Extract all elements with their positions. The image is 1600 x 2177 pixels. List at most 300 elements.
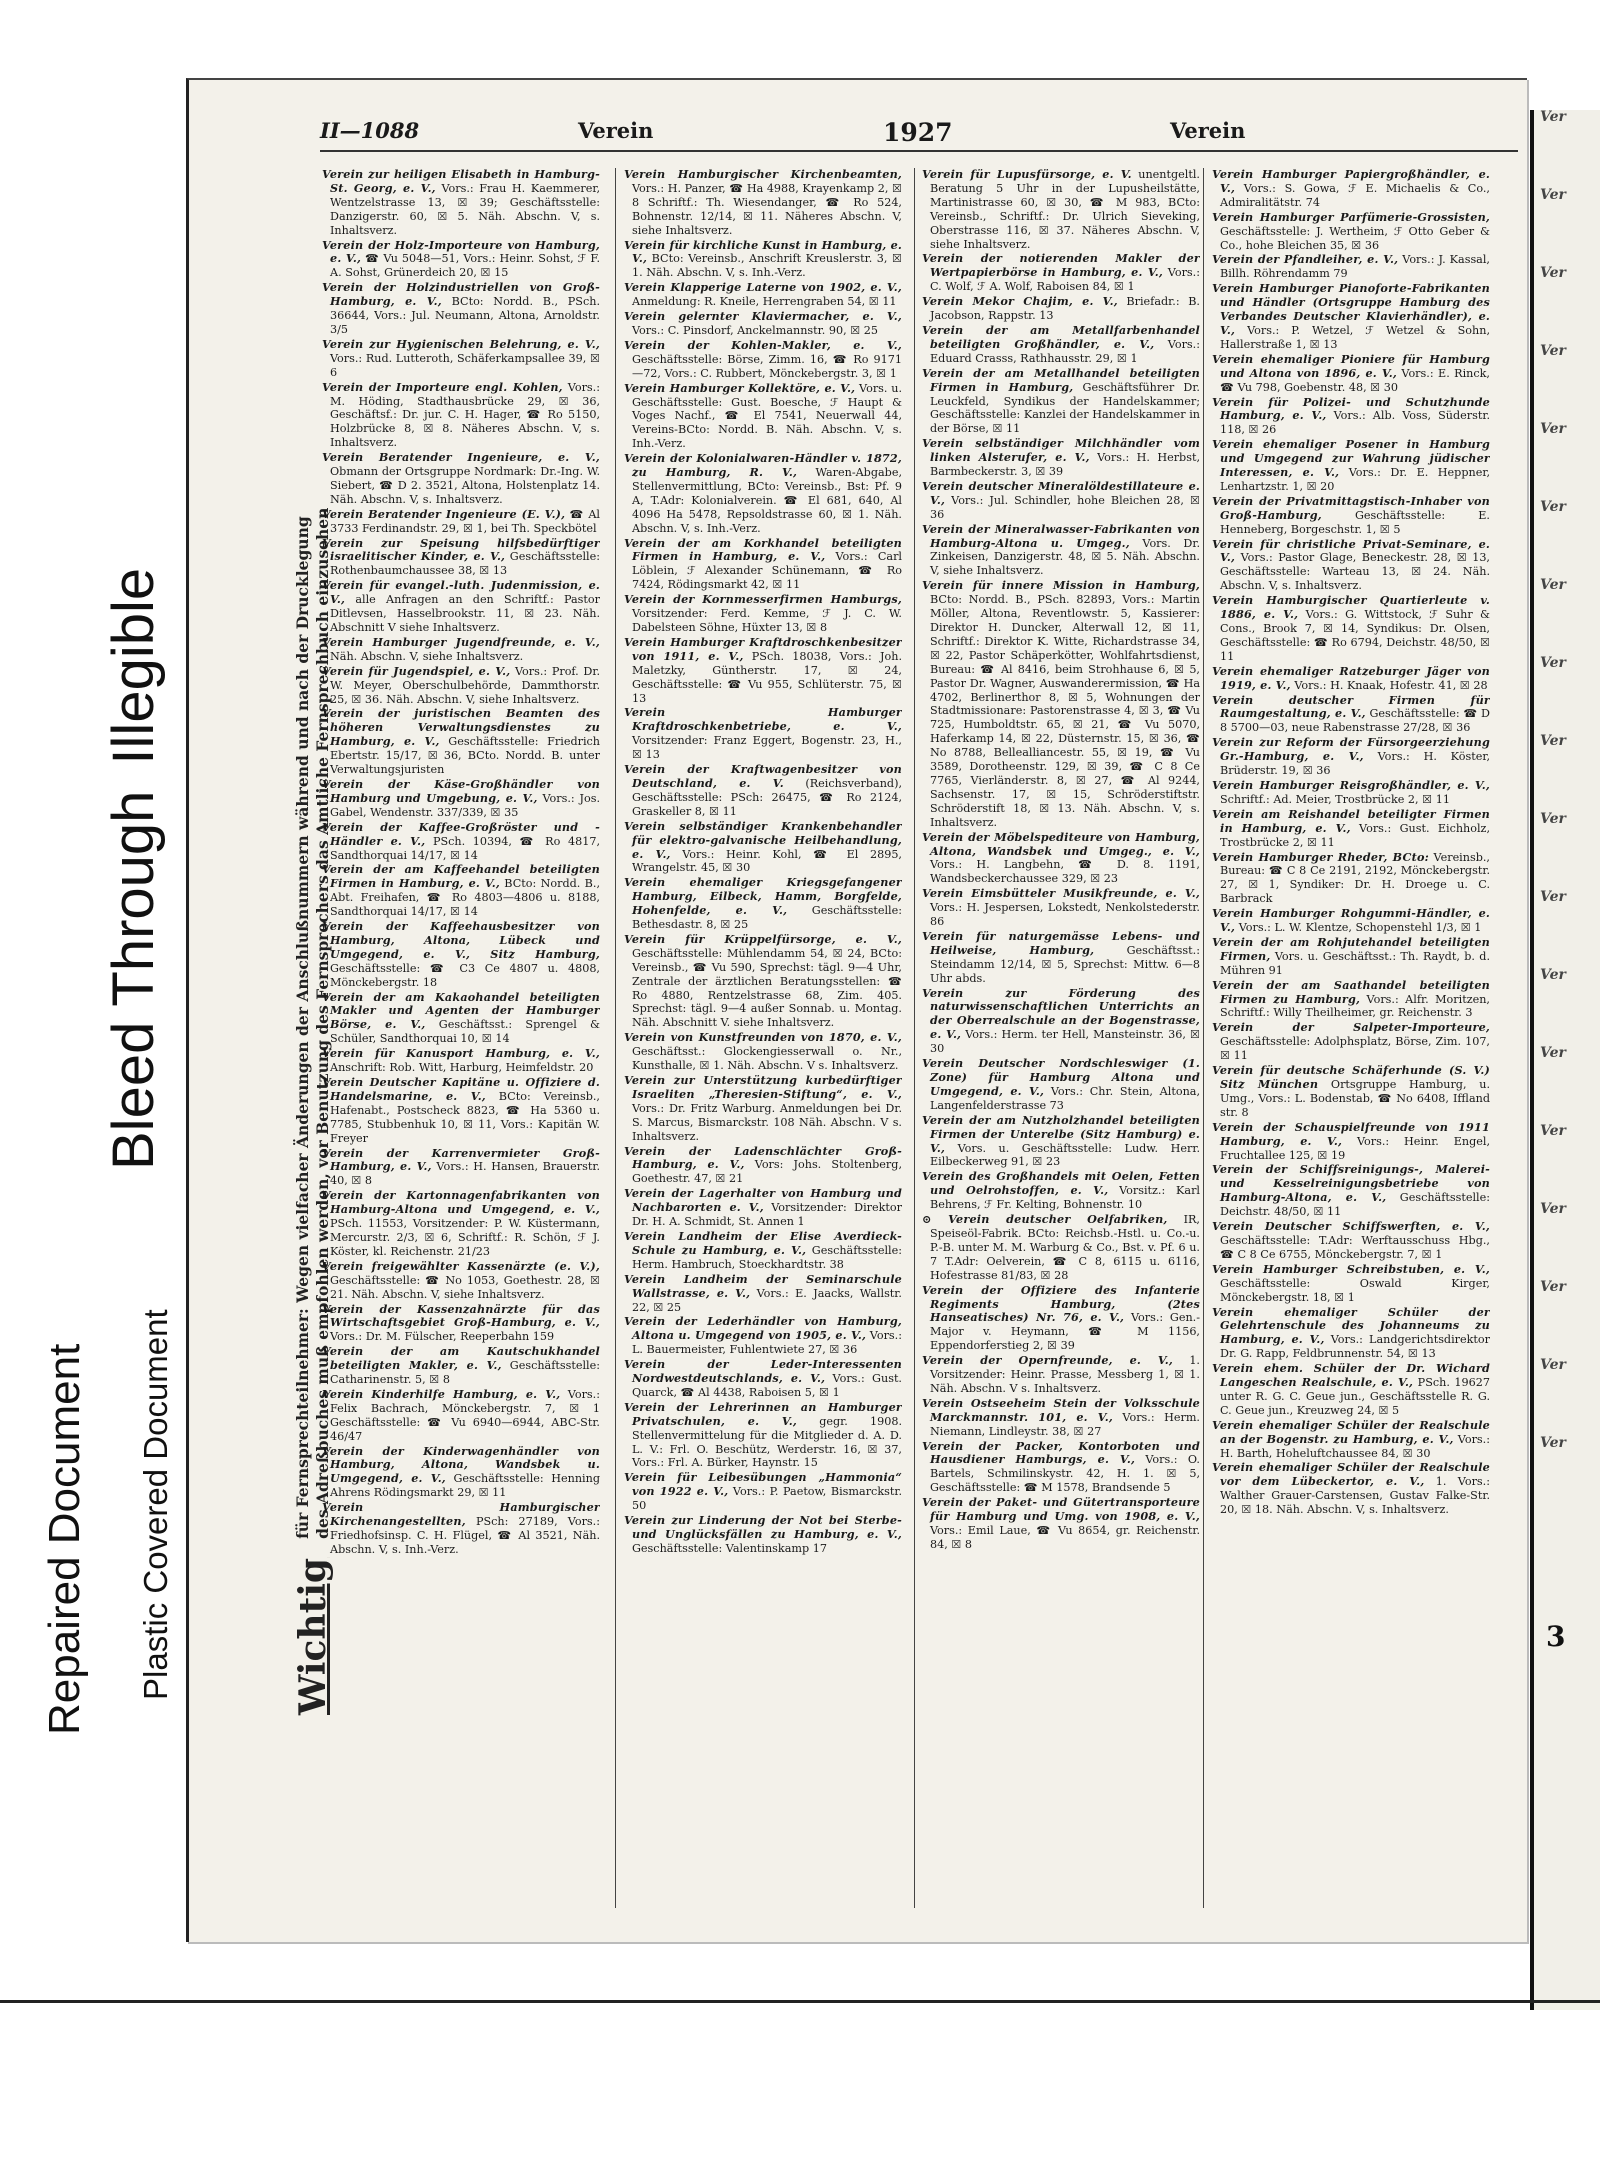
entry-details: PSch: 27189, Vors.: Friedhofsinsp. C. H. Flügel, ☎ Al 3521, Näh. Abschn. V, s. Inh.-Verz. xyxy=(330,1515,600,1556)
entry-details: Vors.: H. Barth, Hoheluftchaussee 84, ☒ 30 xyxy=(1220,1432,1490,1460)
entry-details: Vors.: Dr. E. Heppner, Lenhartzstr. 1, ☒ 20 xyxy=(1220,466,1490,493)
directory-entry xyxy=(922,1170,1200,1212)
entry-name: Verein selbständiger Milchhändler vom linken Alsterufer, e. V., xyxy=(922,436,1200,465)
entry-details: Geschäftsst.: Glockengiesserwall o. Nr., Kunsthalle, ☒ 1. Näh. Abschn. V s. Inhaltsverz. xyxy=(632,1045,902,1073)
adjacent-page-tag: Ver xyxy=(1540,187,1566,203)
entry-name: Verein der Paket- und Gütertransporteure für Hamburg und Umg. von 1908, e. V., xyxy=(922,1495,1200,1524)
directory-entry xyxy=(624,593,902,635)
entry-name: Verein ehemaliger Kriegsgefangener Hamburg, Eilbeck, Hamm, Borgfelde, Hohenfelde, e. V., xyxy=(624,875,902,918)
entry-details: Vors.: H. Panzer, ☎ Ha 4988, Krayenkamp 2, ☒ 8 Schriftf.: Th. Wiesendanger, ☎ Ro 524, Bohnenstr. 12/14, ☒ 11. Näheres Abschn. V, siehe Inhaltsverz. xyxy=(632,181,902,237)
entry-name: Verein Deutscher Kapitäne u. Offiziere d. Handelsmarine, e. V., xyxy=(322,1075,600,1103)
directory-entry xyxy=(922,1496,1200,1552)
entry-details: Vors.: Pastor Glage, Beneckestr. 28, ☒ 13, Geschäftsstelle: Warteau 13, ☒ 24. Näh. Abschn. V, s. Inhaltsverz. xyxy=(1220,551,1490,593)
adjacent-page-tag: Ver xyxy=(1540,733,1566,749)
directory-entry xyxy=(1212,936,1490,978)
entry-name: Verein deutscher Mineralöldestillateure e. V., xyxy=(922,478,1200,507)
directory-entry xyxy=(922,480,1200,522)
entry-details: Vors.: O. Bartels, Schmilinskystr. 42, H. 1. ☒ 5, Geschäftsstelle: ☎ M 1578, Brandsende 5 xyxy=(930,1453,1200,1495)
entry-name: Verein der am Kautschukhandel beteiligten Makler, e. V., xyxy=(322,1344,600,1373)
entry-name: Verein deutscher Firmen für Raumgestaltung, e. V., xyxy=(1212,692,1490,721)
entry-details: Geschäftsst.: Sprengel & Schüler, Sandthorquai 10, ☒ 14 xyxy=(330,1018,600,1046)
bleed-through-text: Bleed Through xyxy=(101,790,166,1170)
adjacent-page-tag: Ver xyxy=(1540,1435,1566,1451)
entry-details: Vors.: C. Pinsdorf, Anckelmannstr. 90, ☒ 25 xyxy=(632,323,879,337)
entry-name: Verein der am Korkhandel beteiligten Firmen in Hamburg, e. V., xyxy=(624,535,902,564)
directory-entry xyxy=(1212,168,1490,210)
entry-details: Geschäftsstelle: J. Wertheim, ℱ Otto Geber & Co., hohe Bleichen 35, ☒ 36 xyxy=(1220,224,1490,252)
entry-details: Anschrift: Rob. Witt, Harburg, Heimfeldstr. 20 xyxy=(330,1061,594,1075)
directory-entry xyxy=(1212,1461,1490,1517)
entry-name: Verein der Salpeter-Importeure, xyxy=(1212,1020,1490,1035)
directory-entry xyxy=(322,1501,600,1557)
directory-entry xyxy=(922,295,1200,323)
entry-name: Verein der Schiffsreinigungs-, Malerei- und Kesselreinigungsbetriebe von Hamburg-Altona, e. V., xyxy=(1212,1162,1490,1205)
entry-details: IR, Speiseöl-Fabrik. BCto: Reichsb.-Hstl. u. Co.-u. P.-B. unter M. M. Warburg & Co., Bst. v. Pf. 6 u. 7 T.Adr: Oelverein, ☎ C 8, 6115 u. 6116, Hofestrasse 81/83, ☒ 28 xyxy=(930,1213,1200,1282)
directory-entry xyxy=(322,778,600,820)
entry-name: Verein Hamburger Papiergroßhändler, e. V., xyxy=(1212,168,1490,195)
entry-name: Verein Deutscher Nordschleswiger (1. Zone) für Hamburg Altona und Umgegend, e. V., xyxy=(922,1056,1200,1098)
entry-details: Vors.: Gust. Eichholz, Trostbrücke 2, ☒ 11 xyxy=(1220,821,1490,849)
entry-details: gegr. 1908. Stellenvermittelung für die Mitglieder d. A. D. L. V.: Frl. O. Beschütz, Werderstr. 16, ☒ 37, Vors.: Frl. A. Bürker, Haynstr. 15 xyxy=(632,1414,902,1470)
directory-entry xyxy=(624,820,902,876)
entry-name: Verein der Möbelspediteure von Hamburg, Altona, Wandsbek und Umgeg., e. V., xyxy=(922,829,1200,858)
adjacent-page-tag: Ver xyxy=(1540,577,1566,593)
entry-name: Verein der Holz-Importeure von Hamburg, e. V., xyxy=(322,237,600,266)
entry-name: Verein Mekor Chajim, e. V., xyxy=(922,294,1118,309)
directory-entry xyxy=(922,987,1200,1057)
page-header xyxy=(320,118,1520,158)
entry-details: Vors.: H. Jespersen, Lokstedt, Nenkolstederstr. 86 xyxy=(930,901,1200,929)
directory-entry xyxy=(922,831,1200,887)
entry-name: Verein gelernter Klaviermacher, e. V., xyxy=(624,309,902,324)
notice-line-2: des Adreßbuches muß empfohlen werden, vor Benutzung des Fernsprechers das Amtliche Fernsprechbuch einzusehen xyxy=(313,507,332,1539)
directory-entry xyxy=(322,821,600,863)
entry-name: Verein der am Nutzholzhandel beteiligten Firmen der Unterelbe (Sitz Hamburg) e. V., xyxy=(922,1112,1200,1155)
entry-name: ⊙ Verein deutscher Oelfabriken, xyxy=(922,1212,1168,1227)
directory-entry xyxy=(1212,1306,1490,1362)
entry-details: Geschäftsstelle: Mühlendamm 54, ☒ 24, BCto: Vereinsb., ☎ Vu 590, Sprechst: tägl. 9—4 Uhr, Zentrale der ärztlichen Beratungsstellen: ☎ Ro 4880, Rentzelstrasse 68, Zim. 405. Sprechst: tägl. 9—4 außer Sonnab. u. Montag. Näh. Abschnitt V. siehe Inhaltsverz. xyxy=(632,946,902,1030)
entry-name: Verein der Kaffeehausbesitzer von Hamburg, Altona, Lübeck und Umgegend, e. V., Sitz Hamburg, xyxy=(322,919,600,961)
directory-entry xyxy=(624,339,902,381)
entry-details: Vors.: Landgerichtsdirektor Dr. G. Rapp, Feldbrunnenstr. 54, ☒ 13 xyxy=(1220,1333,1490,1361)
entry-name: Verein Hamburger Kraftdroschkenbesitzer von 1911, e. V., xyxy=(624,634,902,663)
directory-entry xyxy=(1212,538,1490,594)
entry-details: Vors.: Jul. Schindler, hohe Bleichen 28, ☒ 36 xyxy=(930,493,1200,521)
entry-name: Verein der Ladenschlächter Groß-Hamburg, e. V., xyxy=(624,1143,902,1172)
entry-name: Verein zur Unterstützung kurbedürftiger Israeliten „Theresien-Stiftung“, e. V., xyxy=(624,1073,902,1101)
directory-entry xyxy=(922,887,1200,929)
entry-name: Verein der Käse-Großhändler von Hamburg und Umgebung, e. V., xyxy=(322,776,600,805)
directory-entry xyxy=(1212,438,1490,494)
adjacent-page-tag: Ver xyxy=(1540,1045,1566,1061)
directory-entry xyxy=(1212,979,1490,1021)
entry-name: Verein Beratender Ingenieure, e. V., xyxy=(322,450,600,465)
directory-entry xyxy=(1212,1419,1490,1461)
directory-entry xyxy=(624,452,902,535)
entry-name: Verein Landheim der Seminarschule Wallstrasse, e. V., xyxy=(624,1271,902,1300)
directory-entry xyxy=(322,281,600,337)
directory-entry xyxy=(922,324,1200,366)
directory-entry xyxy=(922,523,1200,579)
entry-details: Vors.: S. Gowa, ℱ E. Michaelis & Co., Admiralitätstr. 74 xyxy=(1220,181,1490,209)
plastic-covered-label: Plastic Covered Document xyxy=(137,1309,174,1700)
entry-name: Verein Klapperige Laterne von 1902, e. V., xyxy=(624,280,902,295)
entry-details: Geschäftsstelle: ☎ D 8 5700—03, neue Rabenstrasse 27/28, ☒ 36 xyxy=(1220,707,1490,735)
entry-details: BCto: Nordd. B., PSch. 36644, Vors.: Jul. Neumann, Altona, Arnoldstr. 3/5 xyxy=(330,295,600,336)
entry-details: Vors.: Eduard Crasss, Rathhausstr. 29, ☒ 1 xyxy=(930,337,1200,365)
entry-name: Verein Hamburger Kollektöre, e. V., xyxy=(624,380,856,395)
entry-name: Verein der am Kakaohandel beteiligten Makler und Agenten der Hamburger Börse, e. V., xyxy=(322,989,600,1032)
directory-entry xyxy=(322,665,600,707)
column-separator xyxy=(615,168,616,1908)
entry-details: Vors.: Felix Bachrach, Mönckebergstr. 7, ☒ 1 Geschäftsstelle: ☎ Vu 6940—6944, ABC-Str. 46/47 xyxy=(330,1387,600,1443)
entry-name: Verein der am Metallhandel beteiligten Firmen in Hamburg, xyxy=(922,365,1200,394)
directory-entry xyxy=(624,763,902,819)
entry-details: Vors.: H. Köster, Brüderstr. 19, ☒ 36 xyxy=(1220,750,1490,778)
entry-name: Verein für Leibesübungen „Hammonia“ von 1922 e. V., xyxy=(624,1470,902,1499)
entry-details: Vors.: J. Kassal, Billh. Röhrendamm 79 xyxy=(1220,253,1490,281)
entry-details: Vereinsb., Bureau: ☎ C 8 Ce 2191, 2192, Mönckebergstr. 27, ☒ 1, Syndiker: Dr. H. Droege u. C. Barbrack xyxy=(1220,850,1490,906)
entry-name: Verein der am Saathandel beteiligten Firmen zu Hamburg, xyxy=(1212,977,1490,1006)
entry-name: Verein der Lehrerinnen an Hamburger Privatschulen, e. V., xyxy=(624,1399,902,1428)
directory-entry xyxy=(922,1440,1200,1496)
adjacent-page-tag: Ver xyxy=(1540,1279,1566,1295)
directory-entry xyxy=(1212,396,1490,438)
entry-name: Verein Hamburger Rheder, BCto: xyxy=(1212,849,1429,864)
directory-entry xyxy=(1212,665,1490,693)
adjacent-page-tag: Ver xyxy=(1540,499,1566,515)
header-rule xyxy=(320,150,1518,152)
entry-details: BCto: Vereinsb., Anschrift Kreuslerstr. 3, ☒ 1. Näh. Abschn. V, s. Inh.-Verz. xyxy=(632,252,902,280)
directory-entry xyxy=(1212,1263,1490,1305)
entry-name: Verein der am Rohjutehandel beteiligten Firmen, xyxy=(1212,934,1490,963)
adjacent-page-tag: Ver xyxy=(1540,1201,1566,1217)
entry-name: Verein der Kaffee-Großröster und -Händler e. V., xyxy=(322,819,600,848)
entry-details: Näh. Abschn. V, siehe Inhaltsverz. xyxy=(330,649,524,663)
entry-details: ☎ Al 3733 Ferdinandstr. 29, ☒ 1, bei Th. Speckbötel xyxy=(330,507,600,535)
entry-details: Obmann der Ortsgruppe Nordmark: Dr.-Ing. W. Siebert, ☎ D 2. 3521, Altona, Holstenplatz 14. Näh. Abschn. V, s. Inhaltsverz. xyxy=(330,465,600,506)
entry-details: Vors.: Herm. ter Hell, Mansteinstr. 36, ☒ 30 xyxy=(930,1028,1200,1056)
entry-details: Geschäftsstelle: ☎ C3 Ce 4807 u. 4808, Mönckebergstr. 18 xyxy=(330,961,600,989)
entry-details: Geschäftsst.: Steindamm 12/14, ☒ 5, Sprechst: Mittw. 6—8 Uhr abds. xyxy=(930,943,1200,985)
entry-name: Verein für Kanusport Hamburg, e. V., xyxy=(322,1046,600,1061)
directory-entry xyxy=(1212,1220,1490,1262)
directory-entry xyxy=(1212,907,1490,935)
directory-entry xyxy=(1212,1163,1490,1219)
entry-name: Verein der Packer, Kontorboten und Hausdiener Hamburgs, e. V., xyxy=(922,1438,1200,1467)
scan-bottom-edge xyxy=(0,2000,1600,2003)
directory-entry xyxy=(1212,1121,1490,1163)
directory-entry xyxy=(322,1345,600,1387)
directory-entry xyxy=(322,1189,600,1259)
entry-details: Vors.: L. W. Klentze, Schopenstehl 1/3, ☒ 1 xyxy=(1238,921,1482,935)
entry-name: Verein zur Hygienischen Belehrung, e. V., xyxy=(322,336,600,351)
directory-entry xyxy=(624,933,902,1030)
directory-entry xyxy=(1212,1064,1490,1120)
adjacent-page-tag: Ver xyxy=(1540,655,1566,671)
entry-name: Verein ehemaliger Posener in Hamburg und Umgegend zur Wahrung jüdischer Interessen, e. V., xyxy=(1212,437,1490,480)
entry-name: Verein der Pfandleiher, e. V., xyxy=(1212,252,1399,267)
directory-entry xyxy=(624,1315,902,1357)
entry-name: Verein für Polizei- und Schutzhunde Hamburg, e. V., xyxy=(1212,394,1490,423)
directory-entry xyxy=(1212,495,1490,537)
column-3 xyxy=(922,168,1200,1908)
entry-name: Verein Landheim der Elise Averdieck-Schule zu Hamburg, e. V., xyxy=(624,1228,902,1257)
entry-details: BCto: Nordd. B., Abt. Freihafen, ☎ Ro 4803—4806 u. 8188, Sandthorquai 14/17, ☒ 14 xyxy=(330,877,600,919)
entry-details: Waren-Abgabe, Stellenvermittlung, BCto: Vereinsb., Bst: Pf. 9 A, T.Adr: Kolonialverein. ☎ El 681, 640, Al 4096 Ha 5478, Repsoldstrasse 60, ☒ 1. Näh. Abschn. V, s. Inh.-Verz. xyxy=(632,466,902,535)
directory-entry xyxy=(624,1358,902,1400)
directory-entry xyxy=(322,381,600,451)
entry-details: Vors.: Jos. Gabel, Wendenstr. 337/339, ☒ 35 xyxy=(330,791,600,819)
entry-details: Vors.: E. Jaacks, Wallstr. 22, ☒ 25 xyxy=(632,1286,902,1314)
entry-name: Verein für kirchliche Kunst in Hamburg, e. V., xyxy=(624,237,902,266)
adjacent-page-tag: Ver xyxy=(1540,421,1566,437)
directory-entry xyxy=(322,579,600,635)
entry-name: Verein freigewählter Kassenärzte (e. V.), xyxy=(322,1258,600,1273)
directory-entry xyxy=(322,1388,600,1444)
bleed-through-label xyxy=(100,568,167,1170)
entry-name: Verein Eimsbütteler Musikfreunde, e. V., xyxy=(922,886,1200,901)
directory-entry xyxy=(624,239,902,281)
entry-details: Vors.: Rud. Lutteroth, Schäferkampsallee 39, ☒ 6 xyxy=(330,351,600,379)
directory-entry xyxy=(624,310,902,338)
entry-name: Verein der Kraftwagenbesitzer von Deutschland, e. V. xyxy=(624,762,902,790)
directory-entry xyxy=(322,338,600,380)
notice-line-1: für Fernsprechteilnehmer: Wegen vielfacher Änderungen der Anschlußnummern während und nach der Drucklegung xyxy=(293,516,312,1539)
directory-entry xyxy=(322,1076,600,1146)
entry-details: Geschäftsführer Dr. Leuckfeld, Syndikus der Handelskammer; Geschäftsstelle: Kanzlei der Handelskammer in der Börse, ☒ 11 xyxy=(930,380,1200,436)
entry-name: Verein der juristischen Beamten des höheren Verwaltungsdienstes zu Hamburg, e. V., xyxy=(322,706,600,749)
directory-entry xyxy=(922,437,1200,479)
entry-name: Verein der notierenden Makler der Wertpapierbörse in Hamburg, e. V., xyxy=(922,251,1200,280)
entry-name: Verein selbständiger Krankenbehandler für elektro-galvanische Heilbehandlung, e. V., xyxy=(624,818,902,861)
directory-entry xyxy=(922,930,1200,986)
entry-name: Verein ehemaliger Pioniere für Hamburg und Altona von 1896, e. V., xyxy=(1212,351,1490,380)
directory-entry xyxy=(624,382,902,452)
directory-entry xyxy=(624,1273,902,1315)
column-1 xyxy=(322,168,600,1908)
entry-details: Vorsitzender: Ferd. Kemme, ℱ J. C. W. Dabelsteen Söhne, Hüxter 13, ☒ 8 xyxy=(632,607,902,634)
entry-name: Verein der Offiziere des Infanterie Regiments Hamburg, (2tes Hanseatisches) Nr. 76, e. V., xyxy=(922,1282,1200,1325)
directory-entry xyxy=(624,537,902,593)
entry-details: Vorsitz.: Karl Behrens, ℱ Fr. Kelting, Bohnenstr. 10 xyxy=(930,1184,1200,1212)
entry-details: Vors.: H. Hansen, Brauerstr. 40, ☒ 8 xyxy=(330,1160,600,1188)
adjacent-page-tag: Ver xyxy=(1540,811,1566,827)
entry-name: Verein Hamburger Reisgroßhändler, e. V., xyxy=(1212,777,1490,792)
entry-name: Verein der Karrenvermieter Groß-Hamburg, e. V., xyxy=(322,1145,600,1174)
directory-entry xyxy=(922,1114,1200,1170)
entry-name: Verein von Kunstfreunden von 1870, e. V., xyxy=(624,1030,902,1045)
entry-details: Vors. u. Geschäftsstelle: Ludw. Herr. Eilbeckerweg 91, ☒ 23 xyxy=(930,1141,1200,1169)
directory-entry xyxy=(322,1303,600,1345)
entry-name: Verein Beratender Ingenieure (E. V.), xyxy=(322,506,566,521)
entry-details: Vors.: M. Höding, Stadthausbrücke 29, ☒ 36, Geschäftsf.: Dr. jur. C. H. Hager, ☎ Ro 5150, Holzbrücke 8, ☒ 8. Näheres Abschn. V, s. Inhaltsverz. xyxy=(330,380,600,450)
entry-details: ☎ Vu 5048—51, Vors.: Heinr. Sohst, ℱ F. A. Sohst, Grünerdeich 20, ☒ 15 xyxy=(330,252,600,280)
entry-details: PSch. 11553, Vorsitzender: P. W. Küstermann, Mercurstr. 2/3, ☒ 6, Schriftf.: R. Schön, ℱ J. Köster, kl. Reichenstr. 21/23 xyxy=(330,1217,600,1258)
entry-details: Geschäftsstelle: Valentinskamp 17 xyxy=(632,1541,827,1555)
entry-name: Verein Hamburger Kraftdroschkenbetriebe, e. V., xyxy=(624,705,902,734)
entry-name: Verein für Krüppelfürsorge, e. V., xyxy=(624,931,902,946)
entry-details: Vors.: H. Knaak, Hofestr. 41, ☒ 28 xyxy=(1294,678,1488,692)
directory-entry xyxy=(322,1260,600,1302)
directory-entry xyxy=(922,1284,1200,1354)
entry-name: Verein der Kornmesserfirmen Hamburgs, xyxy=(624,592,902,607)
directory-entry xyxy=(322,168,600,238)
directory-entry xyxy=(1212,851,1490,907)
column-separator xyxy=(914,168,915,1908)
entry-details: Vors.: Frau H. Kaemmerer, Wentzelstrasse 13, ☒ 39; Geschäftsstelle: Danzigerstr. 60, ☒ 5. Näh. Abschn. V, s. Inhaltsverz. xyxy=(330,181,600,237)
entry-name: Verein zur Speisung hilfsbedürftiger israelitischer Kinder, e. V., xyxy=(322,535,600,564)
directory-entry xyxy=(624,168,902,238)
entry-details: Vors.: G. Wittstock, ℱ Suhr & Cons., Brook 7, ☒ 14, Syndikus: Dr. Olsen, Geschäftsstelle: ☎ Ro 6794, Deichstr. 48/50, ☒ 11 xyxy=(1220,608,1490,663)
entry-details: Vors.: Heinr. Kohl, ☎ El 2895, Wrangelstr. 45, ☒ 30 xyxy=(632,847,902,875)
column-4 xyxy=(1212,168,1490,1908)
entry-name: Verein zur heiligen Elisabeth in Hamburg-St. Georg, e. V., xyxy=(322,168,600,195)
entry-details: unentgeltl. Beratung 5 Uhr in der Lupusheilstätte, Martinistrasse 60, ☒ 30, ☎ M 983, BCto: Vereinsb., Schriftf.: Dr. Ulrich Sieveking, Oberstrasse 116, ☒ 37. Näheres Abschn. V, siehe Inhaltsverz. xyxy=(930,168,1200,251)
directory-entry xyxy=(624,1514,902,1556)
entry-details: Vorsitzender: Franz Eggert, Bogenstr. 23, H., ☒ 13 xyxy=(632,734,902,762)
page-number: II—1088 xyxy=(320,118,420,143)
entry-details: Vors.: Alb. Voss, Süderstr. 118, ☒ 26 xyxy=(1220,409,1490,437)
entry-name: Verein ehemaliger Ratzeburger Jäger von 1919, e. V., xyxy=(1212,663,1490,692)
entry-details: 1. Vors.: Walther Grauer-Carstensen, Gustav Falke-Str. 20, ☒ 18. Näh. Abschn. V, s. Inhaltsverz. xyxy=(1220,1475,1490,1517)
adjacent-page-tag: Ver xyxy=(1540,110,1566,125)
directory-entry xyxy=(624,281,902,309)
entry-name: Verein Hamburger Jugendfreunde, e. V., xyxy=(322,634,600,649)
directory-entry xyxy=(1212,736,1490,778)
entry-name: Verein der Holzindustriellen von Groß-Hamburg, e. V., xyxy=(322,280,600,309)
directory-entry xyxy=(1212,1362,1490,1418)
entry-details: Vors.: Dr. Fritz Warburg. Anmeldungen bei Dr. S. Marcus, Bismarckstr. 108 Näh. Abschn. V s. Inhaltsverz. xyxy=(632,1101,902,1143)
entry-details: Vors.: Gen.-Major v. Heymann, ☎ M 1156, Eppendorferstieg 2, ☒ 39 xyxy=(930,1311,1200,1353)
entry-details: Briefadr.: B. Jacobson, Rappstr. 13 xyxy=(930,295,1200,323)
directory-entry xyxy=(322,508,600,536)
entry-name: Verein Hamburger Pianoforte-Fabrikanten und Händler (Ortsgruppe Hamburg des Verbandes Deutscher Klavierhändler), e. V., xyxy=(1212,281,1490,337)
entry-name: Verein der Privatmittagstisch-Inhaber von Groß-Hamburg, xyxy=(1212,493,1490,522)
directory-entry xyxy=(1212,694,1490,736)
directory-entry xyxy=(624,1230,902,1272)
directory-entry xyxy=(322,707,600,777)
entry-name: Verein der Importeure engl. Kohlen, xyxy=(322,379,563,394)
entry-details: Vors.: Prof. Dr. W. Meyer, Oberschulbehörde, Dammthorstr. 25, ☒ 36. Näh. Abschn. V, siehe Inhaltsverz. xyxy=(330,664,600,706)
entry-name: Verein der am Kaffeehandel beteiligten Firmen in Hamburg, e. V., xyxy=(322,862,600,891)
entry-details: PSch. 18038, Vors.: Joh. Maletzky, Güntherstr. 17, ☒ 24, Geschäftsstelle: ☎ Vu 955, Schlüterstr. 75, ☒ 13 xyxy=(632,649,902,705)
adjacent-page-tag: Ver xyxy=(1540,343,1566,359)
directory-entry xyxy=(1212,253,1490,281)
directory-entry xyxy=(624,636,902,706)
entry-name: Verein zur Linderung der Not bei Sterbe- und Unglücksfällen zu Hamburg, e. V., xyxy=(624,1513,902,1541)
entry-name: Verein Hamburgischer Kirchenangestellten, xyxy=(322,1500,600,1529)
entry-name: Verein für evangel.-luth. Judenmission, e. V., xyxy=(322,578,600,607)
entry-name: Verein Deutscher Schiffswerften, e. V., xyxy=(1212,1219,1490,1234)
entry-details: Vors. u. Geschäftsstelle: Gust. Boesche, ℱ Haupt & Voges Nachf., ☎ El 7541, Neuerwall 44, Vereins-BCto: Nordd. B. Näh. Abschn. V, s. Inh.-Verz. xyxy=(632,381,902,451)
entry-name: Verein der Kinderwagenhändler von Hamburg, Altona, Wandsbek u. Umgegend, e. V., xyxy=(322,1443,600,1486)
directory-entry xyxy=(322,636,600,664)
entry-name: Verein der Schauspielfreunde von 1911 Hamburg, e. V., xyxy=(1212,1119,1490,1148)
entry-details: Geschäftsstelle: Deichstr. 48/50, ☒ 11 xyxy=(1220,1191,1490,1219)
entry-details: Geschäftsstelle: Henning Ahrens Rödingsmarkt 29, ☒ 11 xyxy=(330,1472,600,1500)
directory-entry xyxy=(1212,282,1490,352)
entry-details: Geschäftsstelle: T.Adr: Werftausschuss Hbg., ☎ C 8 Ce 6755, Mönckebergstr. 7, ☒ 1 xyxy=(1220,1233,1490,1261)
entry-details: Geschäftsstelle: Oswald Kirger, Mönckebergstr. 18, ☒ 1 xyxy=(1220,1276,1490,1304)
directory-entry xyxy=(624,876,902,932)
entry-name: Verein für Lupusfürsorge, e. V. xyxy=(922,168,1132,181)
directory-entry xyxy=(1212,353,1490,395)
directory-entry xyxy=(922,1213,1200,1283)
directory-entry xyxy=(624,1187,902,1229)
entry-name: Verein ehemaliger Schüler der Realschule vor dem Lübeckertor, e. V., xyxy=(1212,1460,1490,1489)
entry-name: Verein der Kohlen-Makler, e. V., xyxy=(624,337,902,352)
directory-entry xyxy=(322,863,600,919)
entry-details: (Reichsverband), Geschäftsstelle: PSch: 26475, ☎ Ro 2124, Graskeller 8, ☒ 11 xyxy=(632,776,902,818)
entry-details: BCto: Nordd. B., PSch. 82893, Vors.: Martin Möller, Altona, Reventlowstr. 5, Kassierer: Direktor H. Duncker, Alterwall 12, ☒ 11, Schriftf.: Direktor K. Witte, Richardstrasse 34, ☒ 22, Pastor Schäperkötter, Wohlfahrtsdienst, Bureau: ☎ Al 8416, beim Strohhause 6, ☒ 5, Pastor Dr. Wagner, Auswanderermission, ☎ Ha 4702, Berlinerthor 8, ☒ 5, Wohnungen der Stadtmissionare: Pastorenstrasse 4, ☒ 3, ☎ Vu 725, Humboldtstr. 65, ☒ 21, ☎ Vu 5070, Haferkamp 14, ☒ 22, Düsternstr. 15, ☒ 36, ☎ No 8788, Bellealliancestr. 55, ☒ 19, ☎ Vu 3589, Dorotheenstr. 129, ☒ 39, ☎ C 8 Ce 7765, Vierländerstr. 8, ☒ 27, ☎ Al 9244, Sachsenstr. 17, ☒ 15, Schröderstiftstr. Schröderstift 18, ☒ 13. Näh. Abschn. V, s. Inhaltsverz. xyxy=(930,593,1200,829)
entry-details: Vors.: Heinr. Engel, Fruchtallee 125, ☒ 19 xyxy=(1220,1134,1490,1162)
directory-entry xyxy=(1212,808,1490,850)
entry-name: Verein der Mineralwasser-Fabrikanten von Hamburg-Altona u. Umgeg., xyxy=(922,521,1200,550)
header-year: 1927 xyxy=(883,118,953,147)
entry-name: Verein des Großhandels mit Oelen, Fetten und Oelrohstoffen, e. V., xyxy=(922,1169,1200,1198)
directory-entry xyxy=(922,1354,1200,1396)
entry-name: Verein Hamburger Rohgummi-Händler, e. V., xyxy=(1212,906,1490,935)
directory-entry xyxy=(624,706,902,762)
adjacent-page-tag: Ver xyxy=(1540,1357,1566,1373)
entry-name: Verein für innere Mission in Hamburg, xyxy=(922,578,1200,593)
entry-details: Geschäftsstelle: Bethesdastr. 8, ☒ 25 xyxy=(632,904,902,932)
entry-details: Vors.: L. Bauermeister, Fuhlentwiete 27, ☒ 36 xyxy=(632,1329,902,1357)
entry-name: Verein für christliche Privat-Seminare, e. V., xyxy=(1212,536,1490,565)
header-keyword-left: Verein xyxy=(578,118,654,143)
adjacent-page-tag: Ver xyxy=(1540,889,1566,905)
entry-details: 1. Vorsitzender: Heinr. Prasse, Messberg 1, ☒ 1. Näh. Abschn. V s. Inhaltsverz. xyxy=(930,1354,1200,1395)
entry-details: Vorsitzender: Direktor Dr. H. A. Schmidt, St. Annen 1 xyxy=(632,1201,902,1229)
entry-name: Verein für Jugendspiel, e. V., xyxy=(322,663,511,678)
entry-details: PSch. 19627 unter R. G. C. Geue jun., Geschäftsstelle R. G. C. Geue jun., Kreuzweg 24, ☒ 5 xyxy=(1220,1376,1490,1417)
entry-details: BCto: Vereinsb., Hafenabt., Postscheck 8823, ☎ Ha 5360 u. 7785, Stubbenhuk 10, ☒ 11, Vors.: Kapitän W. Freyer xyxy=(330,1089,600,1145)
entry-name: Verein Kinderhilfe Hamburg, e. V., xyxy=(322,1386,561,1401)
directory-entry xyxy=(922,1057,1200,1113)
entry-name: Verein Hamburger Parfümerie-Grossisten, xyxy=(1212,209,1490,224)
directory-entry xyxy=(322,1147,600,1189)
entry-details: Geschäftsstelle: E. Henneberg, Borgeschstr. 1, ☒ 5 xyxy=(1220,508,1490,536)
entry-details: Vors.: E. Rinck, ☎ Vu 798, Goebenstr. 48, ☒ 30 xyxy=(1220,366,1490,394)
repaired-document-label: Repaired Document xyxy=(40,1343,89,1735)
entry-details: Vors. Dr. Zinkeisen, Danzigerstr. 48, ☒ 5. Näh. Abschn. V, siehe Inhaltsverz. xyxy=(930,536,1200,578)
entry-details: Vors. u. Geschäftsst.: Th. Raydt, b. d. Mühren 91 xyxy=(1220,949,1490,977)
directory-entry xyxy=(322,991,600,1047)
entry-details: Geschäftsstelle: Rothenbaumchaussee 38, ☒ 13 xyxy=(330,550,600,578)
column-separator xyxy=(1203,168,1204,1908)
entry-name: Verein zur Reform der Fürsorgeerziehung Gr.-Hamburg, e. V., xyxy=(1212,735,1490,764)
header-keyword-right: Verein xyxy=(1170,118,1246,143)
directory-entry xyxy=(322,537,600,579)
directory-entry xyxy=(322,1047,600,1075)
entry-details: Vors.: Carl Löblein, ℱ Alexander Schünemann, ☎ Ro 7424, Rödingsmarkt 42, ☒ 11 xyxy=(632,550,902,592)
entry-name: Verein für deutsche Schäferhunde (S. V.) Sitz München xyxy=(1212,1063,1490,1091)
directory-entry xyxy=(322,239,600,281)
entry-name: Verein der Leder-Interessenten Nordwestdeutschlands, e. V., xyxy=(624,1357,902,1386)
directory-entry xyxy=(322,1445,600,1501)
entry-details: Vors.: Chr. Stein, Altona, Langenfelderstrasse 73 xyxy=(930,1084,1200,1112)
entry-details: Schriftf.: Ad. Meier, Trostbrücke 2, ☒ 11 xyxy=(1220,792,1450,806)
directory-entry xyxy=(922,168,1200,251)
directory-entry xyxy=(1212,779,1490,807)
notice-word: Wichtig xyxy=(292,1557,334,1715)
directory-entry xyxy=(624,1031,902,1073)
entry-name: Verein für naturgemässe Lebens- und Heilweise, Hamburg, xyxy=(922,928,1200,957)
entry-name: Verein Hamburgischer Quartierleute v. 1886, e. V., xyxy=(1212,593,1490,622)
entry-details: Vors.: H. Langbehn, ☎ D. 8. 1191, Wandsbeckerchaussee 329, ☒ 23 xyxy=(930,858,1200,886)
directory-entry xyxy=(1212,211,1490,253)
